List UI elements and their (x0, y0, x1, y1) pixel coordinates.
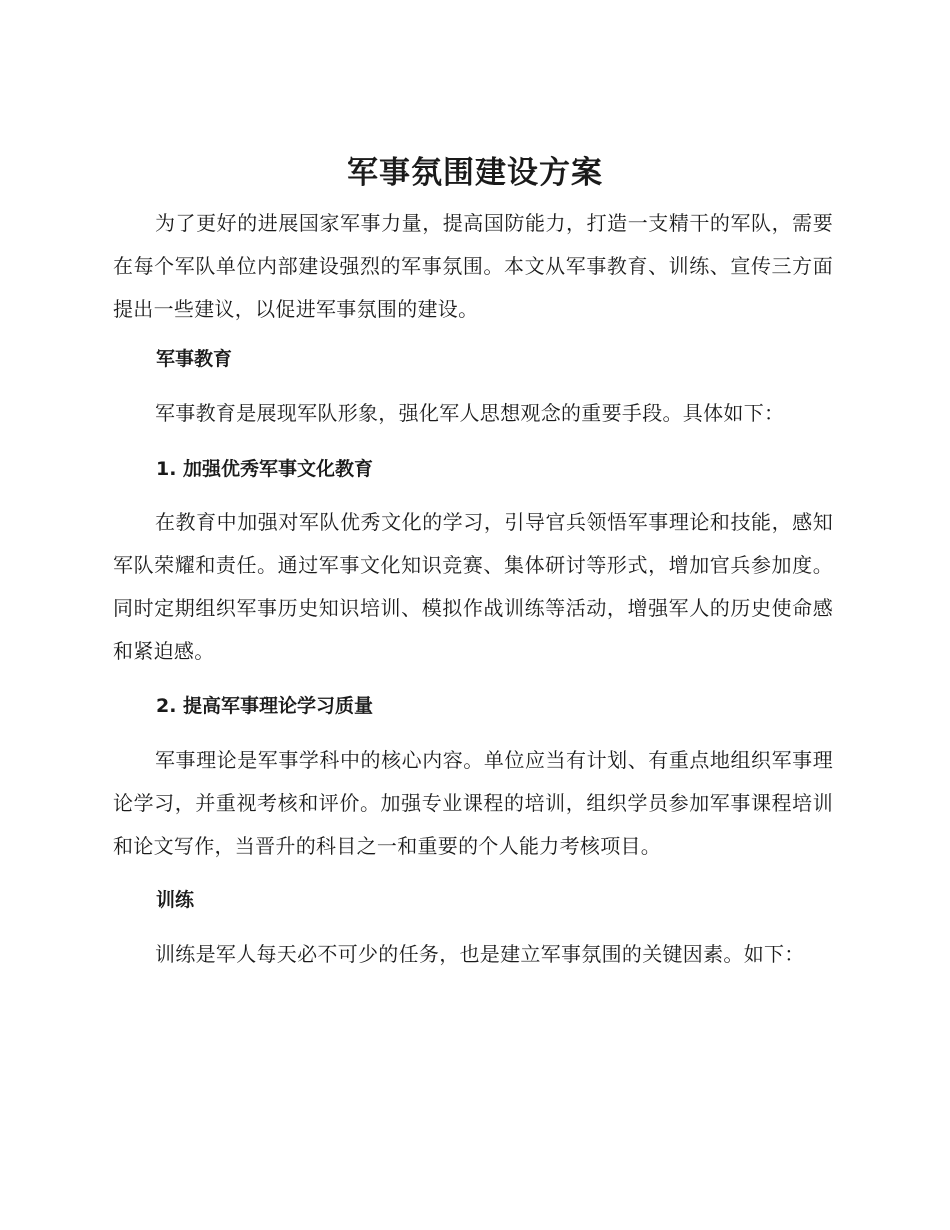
section-paragraph-military-education: 军事教育是展现军队形象，强化军人思想观念的重要手段。具体如下： (155, 401, 785, 425)
section-paragraph-culture-education: 在教育中加强对军队优秀文化的学习，引导官兵领悟军事理论和技能，感知军队荣耀和责任。通过军事文化知识竞赛、集体研讨等形式，增加官兵参加度。同时定期组织军事历史知识培训、模拟作战训练等活动，增强军人的历史使命感和紧迫感。 (113, 510, 833, 663)
intro-paragraph: 为了更好的进展国家军事力量，提高国防能力，打造一支精干的军队，需要在每个军队单位内部建设强烈的军事氛围。本文从军事教育、训练、宣传三方面提出一些建议，以促进军事氛围的建设。 (113, 211, 833, 321)
section-heading-culture-education: 1. 加强优秀军事文化教育 (156, 458, 374, 480)
section-heading-training: 训练 (156, 889, 195, 911)
document-title: 军事氛围建设方案 (347, 155, 603, 191)
section-heading-theory-study: 2. 提高军事理论学习质量 (156, 695, 374, 717)
section-paragraph-theory-study: 军事理论是军事学科中的核心内容。单位应当有计划、有重点地组织军事理论学习，并重视考核和评价。加强专业课程的培训，组织学员参加军事课程培训和论文写作，当晋升的科目之一和重要的个人能力考核项目。 (113, 748, 833, 858)
section-paragraph-training: 训练是军人每天必不可少的任务，也是建立军事氛围的关键因素。如下： (155, 942, 805, 966)
section-heading-military-education: 军事教育 (156, 348, 233, 370)
